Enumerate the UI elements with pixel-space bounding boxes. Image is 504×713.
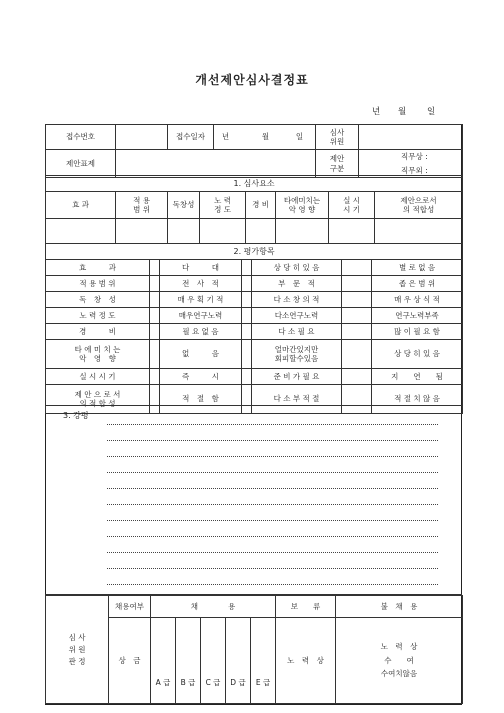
- eval-label: 실 시 시 기: [46, 369, 150, 385]
- critique-line: [107, 424, 438, 425]
- section1-title: 1. 심사요소: [46, 176, 463, 192]
- eval-check[interactable]: [150, 276, 160, 292]
- effort-prize-label: 노 력 상: [276, 618, 336, 704]
- eval-low: 별 로 없 음: [372, 260, 463, 276]
- eval-check[interactable]: [242, 369, 252, 385]
- eval-label: 독 창 성: [46, 292, 150, 308]
- award-option[interactable]: 수 여: [384, 655, 414, 665]
- eval-low: 지 연 됨: [372, 369, 463, 385]
- eval-mid: 다 소 부 적 절: [252, 385, 342, 414]
- document-title: 개선제안심사결정표: [195, 73, 309, 87]
- critique-line: [107, 504, 438, 505]
- eval-check[interactable]: [242, 260, 252, 276]
- receipt-date-field[interactable]: 년 월 일: [214, 125, 316, 150]
- eval-check[interactable]: [150, 260, 160, 276]
- eval-low: 적 절 치 않 음: [372, 385, 463, 414]
- effort-award-cell: [336, 618, 463, 704]
- score-cost[interactable]: [246, 219, 276, 244]
- eval-mid: 부 문 적: [252, 276, 342, 292]
- grade-c[interactable]: C 급: [201, 618, 226, 704]
- critique-line: [107, 584, 438, 585]
- eval-check[interactable]: [150, 324, 160, 340]
- eval-mid: 다 소 창 의 적: [252, 292, 342, 308]
- committee-field[interactable]: [359, 125, 463, 150]
- eval-check[interactable]: [342, 276, 372, 292]
- date-month-label: 월: [398, 107, 407, 117]
- eval-mid: 상 당 히 있 음: [252, 260, 342, 276]
- hold-option[interactable]: 보 류: [276, 596, 336, 618]
- eval-check[interactable]: [342, 369, 372, 385]
- score-scope[interactable]: [116, 219, 168, 244]
- eval-check[interactable]: [242, 308, 252, 324]
- critique-line: [107, 472, 438, 473]
- eval-mid: 준 비 가 필 요: [252, 369, 342, 385]
- receipt-date-label: 접수일자: [168, 125, 214, 150]
- col-side-effect: 타에미치는 악 영 향: [276, 192, 329, 219]
- eval-row: [46, 340, 463, 369]
- section2-title: 2. 평가항목: [46, 244, 463, 260]
- eval-row: [46, 276, 463, 292]
- eval-check[interactable]: [342, 324, 372, 340]
- grade-e[interactable]: E 급: [251, 618, 276, 704]
- receipt-no-label: 접수번호: [46, 125, 116, 150]
- eval-row: [46, 369, 463, 385]
- eval-check[interactable]: [242, 292, 252, 308]
- no-award-option[interactable]: 수여치않음: [380, 669, 418, 679]
- date-year-label: 년: [372, 107, 381, 117]
- section3-title: 3. 강평: [63, 411, 89, 420]
- eval-high: 다 대: [160, 260, 242, 276]
- proposal-title-label: 제안표제: [46, 150, 116, 178]
- grade-a[interactable]: A 급: [151, 618, 176, 704]
- eval-mid: 다소연구노력: [252, 308, 342, 324]
- eval-check[interactable]: [242, 324, 252, 340]
- eval-label: 효 과: [46, 260, 150, 276]
- eval-mid: 다 소 필 요: [252, 324, 342, 340]
- eval-high: 매 우 획 기 적: [160, 292, 242, 308]
- proposal-title-field[interactable]: [116, 150, 316, 178]
- eval-check[interactable]: [242, 276, 252, 292]
- review-elements-table: [45, 175, 463, 244]
- eval-low: 매 우 상 식 적: [372, 292, 463, 308]
- eval-check[interactable]: [342, 308, 372, 324]
- score-effect[interactable]: [46, 219, 116, 244]
- eval-high: 적 절 함: [160, 385, 242, 414]
- score-originality[interactable]: [168, 219, 200, 244]
- col-originality: 독창성: [168, 192, 200, 219]
- grade-d[interactable]: D 급: [226, 618, 251, 704]
- effort-award-label: 노 력 상: [380, 642, 418, 652]
- eval-check[interactable]: [150, 292, 160, 308]
- position-above-option[interactable]: 직무상 :: [401, 152, 428, 161]
- header-table: [45, 124, 463, 178]
- eval-check[interactable]: [342, 340, 372, 369]
- col-cost: 경 비: [246, 192, 276, 219]
- committee-label: 심사 위원: [316, 125, 359, 150]
- eval-row: [46, 260, 463, 276]
- adopt-option[interactable]: 채 용: [151, 596, 276, 618]
- col-timing: 실 시 시 기: [329, 192, 375, 219]
- grade-b[interactable]: B 급: [176, 618, 201, 704]
- eval-row: [46, 292, 463, 308]
- eval-label: 타 에 미 치 는 악 영 향: [46, 340, 150, 369]
- decision-table: [45, 595, 463, 704]
- eval-low: 좁 은 범 위: [372, 276, 463, 292]
- critique-line: [107, 520, 438, 521]
- score-timing[interactable]: [329, 219, 375, 244]
- eval-check[interactable]: [150, 308, 160, 324]
- proposer-type-label: 제안 구분: [316, 150, 359, 178]
- critique-line: [107, 552, 438, 553]
- score-side-effect[interactable]: [276, 219, 329, 244]
- eval-check[interactable]: [150, 340, 160, 369]
- col-scope: 적 용 범 위: [116, 192, 168, 219]
- eval-label: 경 비: [46, 324, 150, 340]
- eval-high: 전 사 적: [160, 276, 242, 292]
- eval-high: 즉 시: [160, 369, 242, 385]
- prize-label: 상 금: [109, 618, 151, 704]
- eval-check[interactable]: [342, 260, 372, 276]
- eval-check[interactable]: [242, 340, 252, 369]
- col-suitability: 제안으로서 의 적합성: [375, 192, 463, 219]
- reject-option[interactable]: 불 채 용: [336, 596, 463, 618]
- critique-area[interactable]: [45, 405, 462, 595]
- col-effect: 효 과: [46, 192, 116, 219]
- eval-mid: 얼마간있지만 회피할수있음: [252, 340, 342, 369]
- proposer-type-field[interactable]: [359, 150, 463, 178]
- date-day-label: 일: [427, 107, 436, 117]
- eval-high: 매우연구노력: [160, 308, 242, 324]
- col-effort: 노 력 정 도: [200, 192, 246, 219]
- adopt-status-label: 채용여부: [109, 596, 151, 618]
- critique-line: [107, 536, 438, 537]
- eval-label: 적 용 범 위: [46, 276, 150, 292]
- eval-row: [46, 308, 463, 324]
- eval-check[interactable]: [150, 369, 160, 385]
- eval-high: 필 요 없 음: [160, 324, 242, 340]
- eval-label: 제 안 으 로 서 의 적 합 성: [46, 385, 150, 414]
- critique-line: [107, 568, 438, 569]
- score-suitability[interactable]: [375, 219, 463, 244]
- eval-low: 상 당 히 있 음: [372, 340, 463, 369]
- eval-low: 많 이 필 요 함: [372, 324, 463, 340]
- eval-low: 연구노력부족: [372, 308, 463, 324]
- eval-check[interactable]: [342, 292, 372, 308]
- receipt-no-field[interactable]: [116, 125, 168, 150]
- eval-label: 노 력 정 도: [46, 308, 150, 324]
- evaluation-table: [45, 243, 463, 414]
- critique-line: [107, 440, 438, 441]
- eval-high: 없 음: [160, 340, 242, 369]
- critique-line: [107, 456, 438, 457]
- decision-label: 심 사 위 원 판 정: [46, 596, 109, 704]
- critique-line: [107, 488, 438, 489]
- eval-row: [46, 324, 463, 340]
- position-outside-option[interactable]: 직무외 :: [401, 165, 428, 175]
- score-effort[interactable]: [200, 219, 246, 244]
